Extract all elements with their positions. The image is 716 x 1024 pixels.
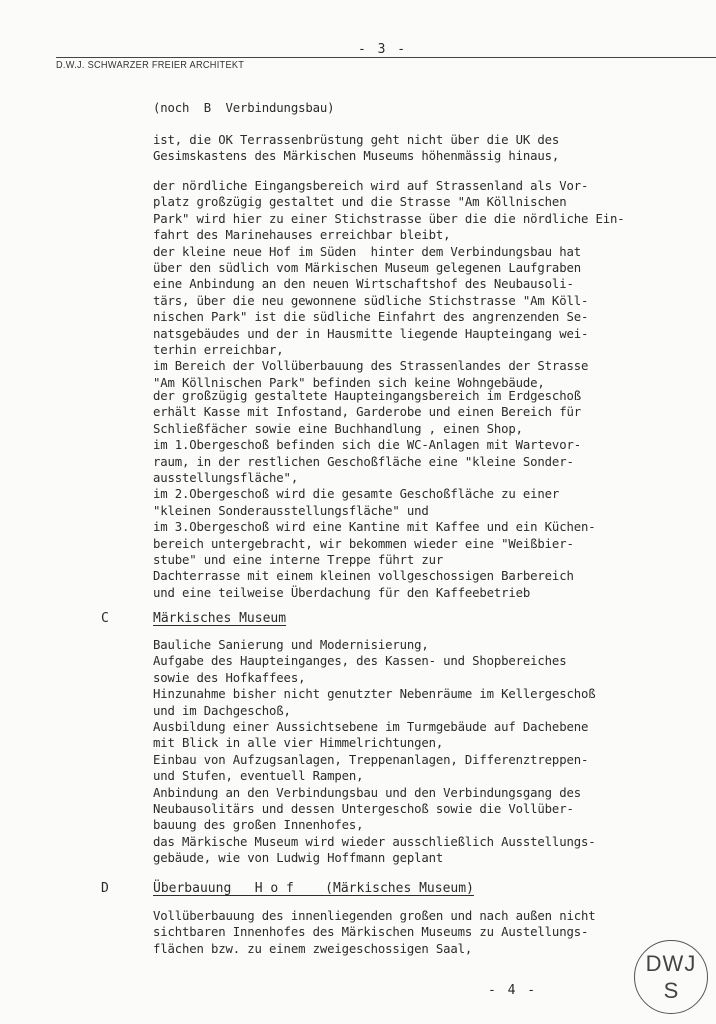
section-d-title: Überbauung H o f (Märkisches Museum) xyxy=(153,881,474,896)
section-d-body: Vollüberbauung des innenliegenden großen und nach außen nicht sichtbaren Innenhofes des Märkischen Museums zu Austellungs- flächen bzw. zu einem zweigeschossigen Saal, xyxy=(153,909,596,956)
paragraph-2: der nördliche Eingangsbereich wird auf Strassenland als Vor- platz großzügig gestaltet und die Strasse "Am Köllnischen Park" wird hier zu einer Stichstrasse über die die nördliche Ein- fahrt des Marinehauses erreichbar bleibt, der kleine neue Hof im Süden hinter dem Verbindungsbau hat über den südlich vom Märkischen Museum gelegenen Laufgraben eine Anbindung an den neuen Wirtschaftshof des Neubausoli- tärs, über die neu gewonnene südliche Stichstrasse "Am Köll- nischen Park" ist die südliche Einfahrt des angrenzenden Se- natsgebäudes und der in Hausmitte liegende Haupteingang wei- terhin erreichbar, im Bereich der Vollüberbauung des Strassenlandes der Strasse "Am Köllnischen Park" befinden sich keine Wohngebäude, xyxy=(153,179,625,390)
paragraph-3: der großzügig gestaltete Haupteingangsbereich im Erdgeschoß erhält Kasse mit Infostand, Garderobe und einen Bereich für Schließfächer sowie eine Buchhandlung , einen Shop, im 1.Obergeschoß befinden sich die WC-Anlagen mit Wartevor- raum, in der restlichen Geschoßfläche eine "kleine Sonder- ausstellungsfläche", im 2.Obergeschoß wird die gesamte Geschoßfläche zu einer "kleinen Sonderausstellungsfläche" und im 3.Obergeschoß wird eine Kantine mit Kaffee und ein Küchen- bereich untergebracht, wir bekommen wieder eine "Weißbier- stube" und eine interne Treppe führt zur Dachterrasse mit einem kleinen vollgeschossigen Barbereich und eine teilweise Überdachung für den Kaffeebetrieb xyxy=(153,389,596,600)
page-number-top: - 3 - xyxy=(358,42,408,57)
section-c-title: Märkisches Museum xyxy=(153,611,287,626)
section-c-body: Bauliche Sanierung und Modernisierung, Aufgabe des Haupteinganges, des Kassen- und Shopbereiches sowie des Hofkaffees, Hinzunahme bisher nicht genutzter Nebenräume im Kellergeschoß und im Dachgeschoß, Ausbildung einer Aussichtsebene im Turmgebäude auf Dachebene mit Blick in alle vier Himmelrichtungen, Einbau von Aufzugsanlagen, Treppenanlagen, Differenztreppen- und Stufen, eventuell Rampen, Anbindung an den Verbindungsbau und den Verbindungsgang des Neubausolitärs und dessen Untergeschoß sowie die Vollüber- bauung des großen Innenhofes, das Märkische Museum wird wieder ausschließlich Ausstellungs- gebäude, wie von Ludwig Hoffmann geplant xyxy=(153,638,596,866)
continued-heading: (noch B Verbindungsbau) xyxy=(153,101,335,115)
stamp-line-1: DWJ xyxy=(645,951,697,976)
section-d-letter: D xyxy=(101,881,109,896)
paragraph-1: ist, die OK Terrassenbrüstung geht nicht über die UK des Gesimskastens des Märkischen Museums höhenmässig hinaus, xyxy=(153,133,560,164)
stamp-line-2: S xyxy=(663,978,679,1003)
firm-name: D.W.J. SCHWARZER FREIER ARCHITEKT xyxy=(56,60,245,71)
header-rule xyxy=(56,57,716,58)
page-number-bottom: - 4 - xyxy=(488,983,538,998)
dwjs-stamp xyxy=(634,940,708,1014)
section-c-letter: C xyxy=(101,611,109,626)
